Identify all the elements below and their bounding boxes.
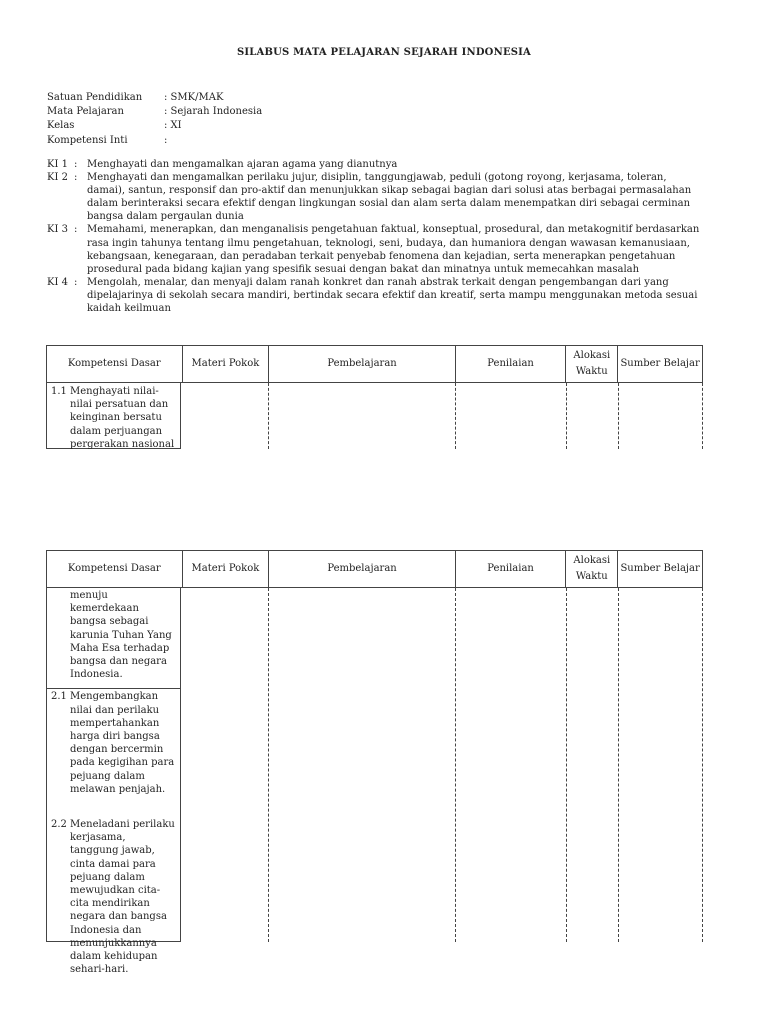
identity-row [47,119,262,133]
identity-block [47,91,262,148]
kd-text: Menghayati nilai-nilai persatuan dan keinginan bersatu dalam perjuangan pergerakan nasional [70,386,175,450]
header-alokasi-waktu: Alokasi Waktu [565,346,617,382]
document-title: SILABUS MATA PELAJARAN SEJARAH INDONESIA [236,47,532,58]
kd-number: 2.1 [51,691,67,703]
ki-code: KI 4 [47,276,68,288]
table-body [46,588,703,976]
table-header [46,550,703,588]
identity-value: : [164,134,168,146]
ki-item [47,223,707,275]
column-divider [702,588,703,942]
column-divider [268,588,269,942]
kd-text: Meneladani perilaku kerjasama, tanggung jawab, cinta damai para pejuang dalam mewujudkan cita-cita mendirikan negara dan bangsa Indonesia dan menunjukkannya dalam kehidupan sehari-hari. [70,819,175,976]
column-divider [455,383,456,449]
identity-value: : Sejarah Indonesia [164,106,263,118]
header-materi-pokok: Materi Pokok [182,551,269,587]
header-kompetensi-dasar: Kompetensi Dasar [67,358,161,369]
column-divider [566,588,567,942]
ki-code: KI 3 [47,224,68,236]
ki-code: KI 2 [47,172,68,184]
column-divider [455,588,456,942]
identity-row [47,91,262,105]
identity-value: : XI [164,120,182,132]
header-pembelajaran: Pembelajaran [268,551,454,587]
kd-text: menuju kemerdekaan bangsa sebagai karunia Tuhan Yang Maha Esa terhadap bangsa dan negara Indonesia. [70,590,172,681]
identity-label: Mata Pelajaran [47,106,124,118]
kd-column [46,383,181,449]
header-penilaian: Penilaian [455,346,566,382]
kd-text: Mengembangkan nilai dan perilaku mempertahankan harga diri bangsa dengan bercermin pada kegigihan para pejuang dalam melawan penjajah. [70,691,175,795]
ki-text: Memahami, menerapkan, dan menganalisis pengetahuan faktual, konseptual, prosedural, dan metakognitif berdasarkan rasa ingin tahunya tentang ilmu pengetahuan, teknologi, seni, budaya, dan humaniora dengan wawasan kemanusiaan, kebangsaan, kenegaraan, dan peradaban terkait penyebab fenomena dan kejadian, serta menerapkan pengetahuan prosedural pada bidang kajian yang spesifik sesuai dengan bakat dan minatnya untuk memecahkan masalah [87,224,700,275]
ki-colon: : [74,276,78,288]
identity-row [47,134,262,148]
kd-item-2-1 [47,689,180,796]
kd-item-2-2 [47,796,180,977]
ki-text: Mengolah, menalar, dan menyaji dalam ranah konkret dan ranah abstrak terkait dengan pengembangan dari yang dipelajarinya di sekolah secara mandiri, bertindak secara efektif dan kreatif, serta mampu menggunakan metoda sesuai kaidah keilmuan [87,276,698,315]
identity-label: Satuan Pendidikan [47,92,143,103]
kd-continuation [47,589,180,689]
column-divider [268,383,269,449]
header-penilaian: Penilaian [455,551,566,587]
column-divider [618,588,619,942]
ki-code: KI 1 [47,159,68,170]
syllabus-table-1 [46,345,703,449]
column-divider [702,383,703,449]
ki-text: Menghayati dan mengamalkan ajaran agama yang dianutnya [87,159,398,170]
kompetensi-inti-list [47,158,707,315]
table-body [46,383,703,449]
identity-label: Kelas [47,120,75,132]
kd-number: 2.2 [51,819,67,831]
ki-item [47,276,707,315]
syllabus-table-2 [46,550,703,976]
header-materi-pokok: Materi Pokok [182,346,269,382]
ki-item [47,158,707,171]
table-header [46,345,703,383]
header-pembelajaran: Pembelajaran [268,346,454,382]
header-alokasi-waktu: Alokasi Waktu [565,551,617,587]
ki-colon: : [74,172,78,184]
kd-number: 1.1 [51,386,67,397]
header-sumber-belajar: Sumber Belajar [617,551,702,587]
ki-colon: : [74,159,78,170]
identity-value: : SMK/MAK [164,92,224,103]
kd-column [46,588,181,976]
header-sumber-belajar: Sumber Belajar [617,346,702,382]
identity-row [47,105,262,119]
header-kompetensi-dasar: Kompetensi Dasar [67,563,161,574]
ki-text: Menghayati dan mengamalkan perilaku jujur, disiplin, tanggungjawab, peduli (gotong royong, kerjasama, toleran, damai), santun, responsif dan pro-aktif dan menunjukkan sikap sebagai bagian dari solusi atas berbagai permasalahan dalam berinteraksi secara efektif dengan lingkungan sosial dan alam serta dalam menempatkan diri sebagai cerminan bangsa dalam pergaulan dunia [87,172,692,223]
kd-item-1-1 [47,385,180,451]
ki-colon: : [74,224,78,236]
identity-label: Kompetensi Inti [47,134,128,146]
ki-item [47,171,707,223]
column-divider [618,383,619,449]
column-divider [566,383,567,449]
